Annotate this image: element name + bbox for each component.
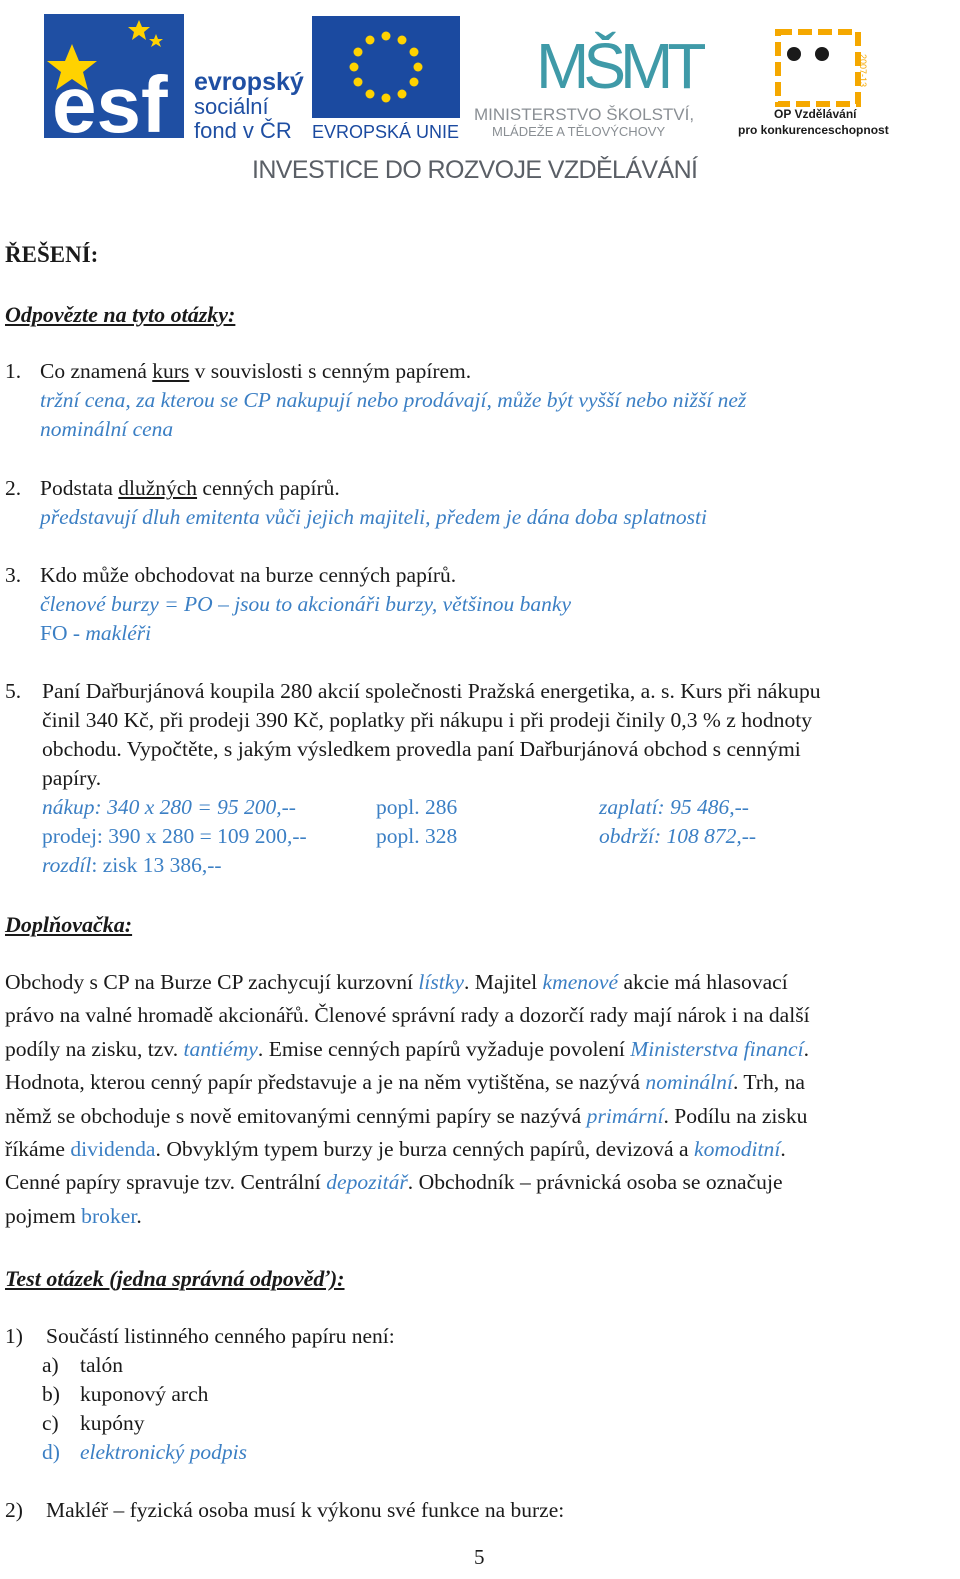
filled-term: tantiémy <box>183 1036 258 1061</box>
calc-difference: rozdíl: zisk 13 386,-- <box>42 853 222 877</box>
answer-line: nominální cena <box>40 417 174 441</box>
answer-line: členové burzy = PO – jsou to akcionáři burzy, většinou banky <box>40 592 572 616</box>
page-title: ŘEŠENÍ: <box>5 242 99 267</box>
page-number: 5 <box>474 1545 485 1569</box>
svg-text:fond v ČR: fond v ČR <box>194 118 292 142</box>
option-c: c) kupóny <box>42 1411 145 1435</box>
fill-title: Doplňovačka: <box>5 912 133 937</box>
eu-flag-logo <box>312 16 464 140</box>
svg-text:MINISTERSTVO ŠKOLSTVÍ,: MINISTERSTVO ŠKOLSTVÍ, <box>474 105 695 124</box>
filled-term: depozitář <box>326 1170 408 1195</box>
fill-line: němž se obchoduje s nově emitovanými cennými papíry se nazývá primární. Podílu na zisku <box>5 1103 808 1128</box>
fill-line: Obchody s CP na Burze CP zachycují kurzovní lístky. Majitel kmenové akcie má hlasovací <box>5 970 788 994</box>
esf-logo <box>44 14 306 142</box>
svg-text:pro konkurenceschopnost: pro konkurenceschopnost <box>738 123 889 137</box>
svg-text:MŠMT: MŠMT <box>536 30 701 102</box>
calc-sell: prodej: 390 x 280 = 109 200,-- <box>42 824 307 848</box>
fill-line: Cenné papíry spravuje tzv. Centrální depozitář. Obchodník – právnická osoba se označuje <box>5 1170 783 1195</box>
tagline: INVESTICE DO ROZVOJE VZDĚLÁVÁNÍ <box>252 156 698 184</box>
key-term: dlužných <box>118 476 198 500</box>
calc-buy-fee: popl. 286 <box>376 795 458 819</box>
option-b: b) kuponový arch <box>42 1382 209 1406</box>
answer-line: představují dluh emitenta vůči jejich majiteli, předem je dána doba splatnosti <box>40 505 707 529</box>
logo-banner <box>0 0 960 195</box>
questions-title: Odpovězte na tyto otázky: <box>5 302 236 327</box>
fill-line: Hodnota, kterou cenný papír představuje a je na něm vytištěna, se nazývá nominální. Trh, na <box>5 1070 805 1095</box>
filled-term: primární <box>586 1103 664 1128</box>
filled-term: lístky <box>418 970 464 994</box>
calc-buy: nákup: 340 x 280 = 95 200,-- <box>42 795 296 819</box>
calc-buy-total: zaplatí: 95 486,-- <box>599 795 749 819</box>
svg-text:2007-13: 2007-13 <box>858 54 868 88</box>
fill-line: podíly na zisku, tzv. tantiémy. Emise cenných papírů vyžaduje povolení Ministerstva financí. <box>5 1036 810 1061</box>
esf-letters: esf <box>52 60 168 142</box>
msmt-logo <box>470 12 732 142</box>
filled-term: broker <box>81 1203 137 1228</box>
calc-sell-fee: popl. 328 <box>376 824 458 848</box>
filled-term: dividenda <box>70 1137 156 1162</box>
filled-term: nominální <box>645 1070 733 1095</box>
option-a: a) talón <box>42 1353 123 1377</box>
fill-line: právo na valné hromadě akcionářů. Členové správní rady a dozorčí rady mají nárok i na další <box>5 1003 810 1028</box>
filled-term: komoditní <box>693 1137 781 1162</box>
calc-sell-total: obdrží: 108 872,-- <box>599 824 757 848</box>
svg-text:MLÁDEŽE A TĚLOVÝCHOVY: MLÁDEŽE A TĚLOVÝCHOVY <box>492 124 666 139</box>
svg-text:OP Vzdělávání: OP Vzdělávání <box>774 107 857 121</box>
filled-term: Ministerstva financí <box>630 1036 804 1061</box>
answer-line: tržní cena, za kterou se CP nakupují nebo prodávají, může být vyšší nebo nižší než <box>40 388 747 412</box>
op-vk-logo <box>736 14 906 142</box>
svg-text:sociální: sociální <box>194 94 269 119</box>
filled-term: kmenové <box>542 970 619 994</box>
fill-line: pojmem broker. <box>5 1203 142 1228</box>
key-term: kurs <box>152 359 190 383</box>
option-d-correct: d) elektronický podpis <box>42 1440 247 1464</box>
fill-paragraph <box>5 966 955 1233</box>
test-title: Test otázek (jedna správná odpověď): <box>5 1266 345 1291</box>
fill-line: říkáme dividenda. Obvyklým typem burzy je burza cenných papírů, devizová a komoditní. <box>5 1137 786 1162</box>
svg-text:evropský: evropský <box>194 68 304 96</box>
svg-text:EVROPSKÁ UNIE: EVROPSKÁ UNIE <box>312 122 460 140</box>
answer-line: FO - makléři <box>40 621 152 645</box>
